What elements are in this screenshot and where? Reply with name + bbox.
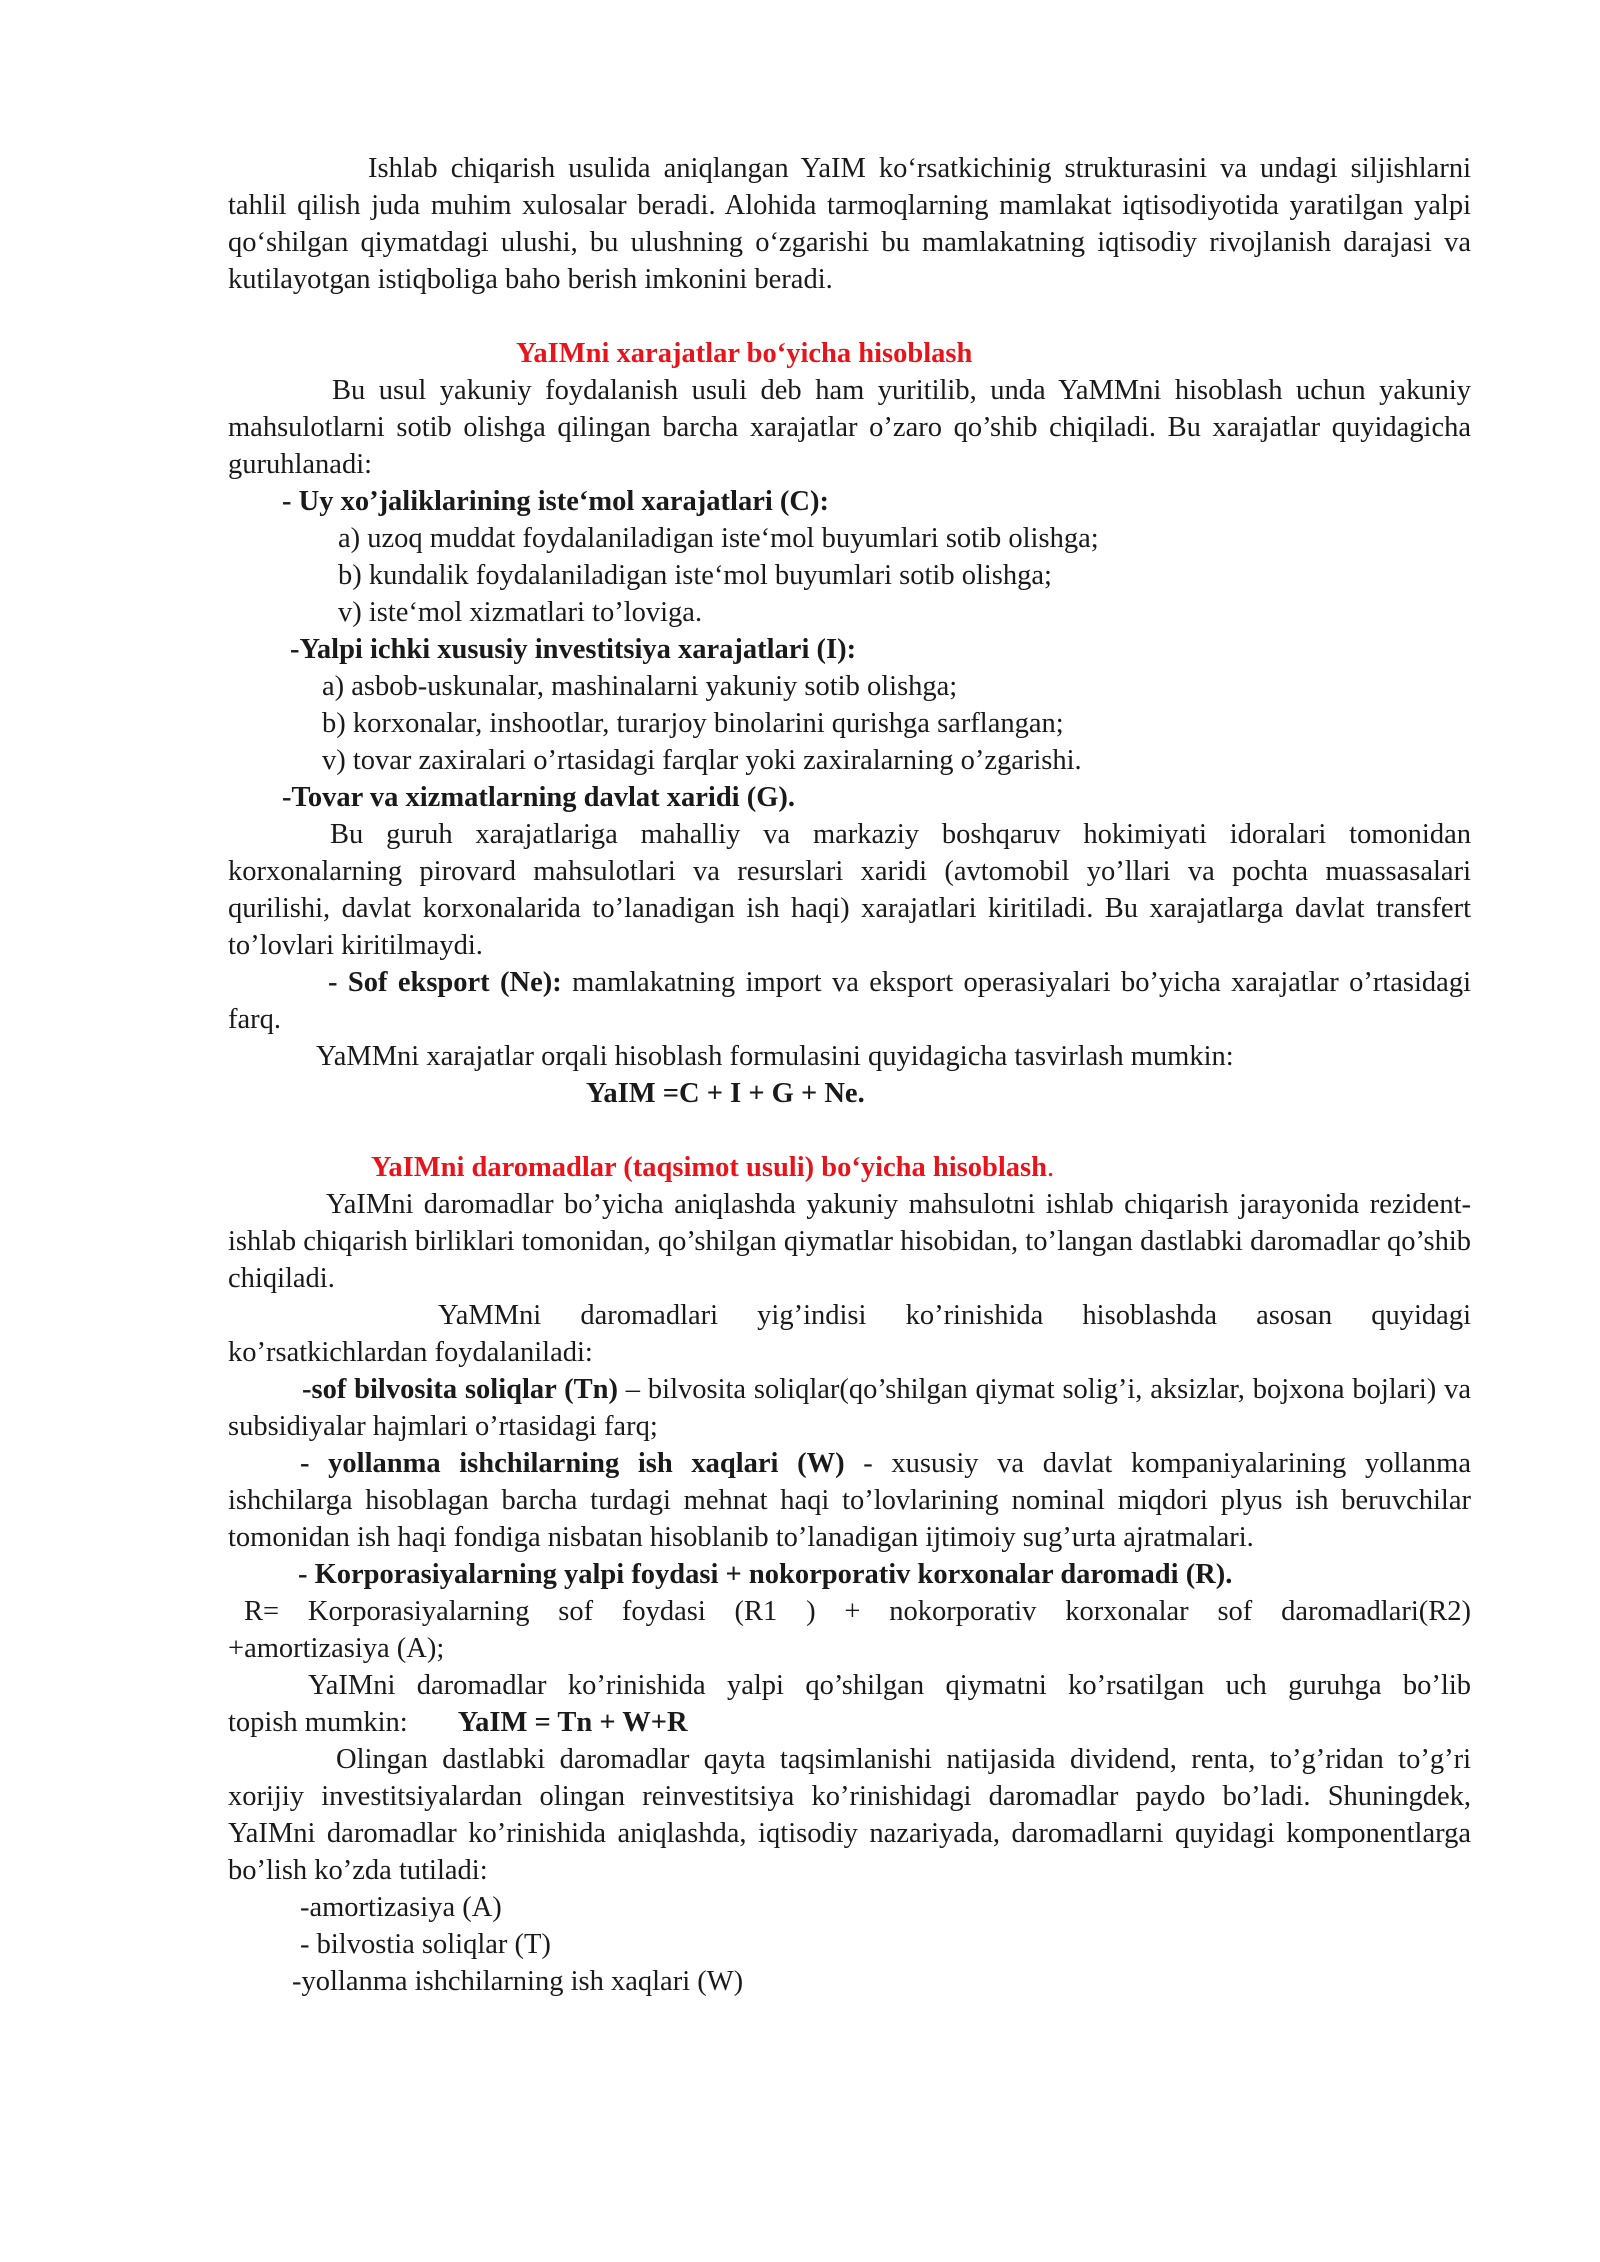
- net-export-paragraph: [228, 964, 1471, 1038]
- profits-formula-line: R= Korporasiyalarning sof foydasi (R1 ) + nokorporativ korxonalar sof daromadlari(R2): [244, 1596, 1471, 1627]
- income-heading-text: YaIMni daromadlar (taqsimot usuli) boʻyicha hisoblash: [371, 1152, 1047, 1183]
- income-formula: YaIM = Tn + W+R: [457, 1707, 688, 1738]
- income-formula-line: [228, 1704, 1471, 1741]
- component-item: -yollanma ishchilarning ish xaqlari (W): [292, 1966, 744, 1997]
- section-heading-income: [228, 1149, 1471, 1186]
- net-indirect-taxes-title: -sof bilvosita soliqlar (Tn): [302, 1374, 618, 1405]
- formula-intro: YaMMni xarajatlar orqali hisoblash formulasini quyidagicha tasvirlash mumkin:: [316, 1041, 1234, 1072]
- document-page: [228, 150, 1471, 2000]
- expenditure-intro-paragraph: Bu usul yakuniy foydalanish usuli deb ham yuritilib, unda YaMMni hisoblash uchun yakuniy mahsulotlarni sotib olishga qilingan barcha xarajatlar o’zaro qo’shib chiqiladi. Bu xarajatlar quyidagicha guruhlanadi:: [228, 375, 1471, 480]
- wages-title: - yollanma ishchilarning ish xaqlari (W): [300, 1448, 845, 1479]
- income-heading-dot: .: [1046, 1152, 1055, 1183]
- income-components-intro: YaMMni daromadlari yig’indisi ko’rinishida hisoblashda asosan quyidagi ko’rsatkichlardan foydalaniladi:: [228, 1300, 1471, 1368]
- investment-item: b) korxonalar, inshootlar, turarjoy binolarini qurishga sarflangan;: [322, 708, 1064, 739]
- intro-paragraph: Ishlab chiqarish usulida aniqlangan YaIM koʻrsatkichinig strukturasini va undagi siljishlarni tahlil qilish juda muhim xulosalar beradi. Alohida tarmoqlarning mamlakat iqtisodiyotida yaratilgan yalpi qoʻshilgan qiymatdagi ulushi, bu ulushning oʻzgarishi bu mamlakatning iqtisodiy rivojlanish darajasi va kutilayotgan istiqboliga baho berish imkonini beradi.: [228, 153, 1471, 295]
- net-export-title: - Sof eksport (Ne):: [328, 967, 562, 998]
- investment-item: v) tovar zaxiralari o’rtasidagi farqlar yoki zaxiralarning o’zgarishi.: [322, 745, 1082, 776]
- redistribution-paragraph: Olingan dastlabki daromadlar qayta taqsimlanishi natijasida dividend, renta, to’g’ridan to’g’ri xorijiy investitsiyalardan olingan reinvestitsiya ko’rinishidagi daromadlar paydo bo’ladi. Shuningdek, YaIMni daromadlar ko’rinishida aniqlashda, iqtisodiy nazariyada, daromadlarni quyidagi komponentlarga bo’lish ko’zda tutiladi:: [228, 1744, 1471, 1886]
- net-indirect-taxes-text: – bilvosita soliqlar(qo’shilgan qiymat solig’i, aksizlar, bojxona bojlari) va subsidiyalar hajmlari o’rtasidagi farq;: [228, 1374, 1471, 1442]
- net-indirect-taxes-paragraph: [228, 1371, 1471, 1445]
- component-item: - bilvostia soliqlar (T): [300, 1929, 551, 1960]
- expenditure-formula: YaIM =C + I + G + Ne.: [586, 1078, 865, 1109]
- section-heading-expenditure: YaIMni xarajatlar boʻyicha hisoblash: [516, 338, 973, 369]
- consumption-item: v) isteʻmol xizmatlari to’loviga.: [338, 597, 703, 628]
- spacer: [228, 1112, 1471, 1149]
- government-paragraph: Bu guruh xarajatlariga mahalliy va markaziy boshqaruv hokimiyati idoralari tomonidan korxonalarning pirovard mahsulotlari va resurslari xaridi (avtomobil yo’llari va pochta muassasalari qurilishi, davlat korxonalarida to’lanadigan ish haqi) xarajatlari kiritiladi. Bu xarajatlarga davlat transfert to’lovlari kiritilmaydi.: [228, 819, 1471, 961]
- profits-title: - Korporasiyalarning yalpi foydasi + nokorporativ korxonalar daromadi (R).: [298, 1559, 1233, 1590]
- consumption-item: b) kundalik foydalaniladigan isteʻmol buyumlari sotib olishga;: [338, 560, 1052, 591]
- consumption-title: - Uy xo’jaliklarining isteʻmol xarajatlari (C):: [282, 486, 829, 517]
- income-formula-lead: topish mumkin:: [228, 1707, 408, 1738]
- consumption-item: a) uzoq muddat foydalaniladigan isteʻmol buyumlari sotib olishga;: [338, 523, 1099, 554]
- government-title: -Tovar va xizmatlarning davlat xaridi (G).: [282, 782, 795, 813]
- net-export-text: mamlakatning import va eksport operasiyalari bo’yicha xarajatlar o’rtasidagi farq.: [228, 967, 1471, 1035]
- investment-item: a) asbob-uskunalar, mashinalarni yakuniy sotib olishga;: [322, 671, 958, 702]
- income-intro-paragraph: YaIMni daromadlar bo’yicha aniqlashda yakuniy mahsulotni ishlab chiqarish jarayonida rezident-ishlab chiqarish birliklari tomonidan, qo’shilgan qiymatlar hisobidan, to’langan dastlabki daromadlar qo’shib chiqiladi.: [228, 1189, 1471, 1294]
- wages-text: - xususiy va davlat kompaniyalarining yollanma ishchilarga hisoblagan barcha turdagi mehnat haqi to’lovlarining nominal miqdori plyus ish beruvchilar tomonidan ish haqi fondiga nisbatan hisoblanib to’lanadigan ijtimoiy sug’urta ajratmalari.: [228, 1448, 1471, 1553]
- component-item: -amortizasiya (A): [300, 1892, 502, 1923]
- spacer: [228, 298, 1471, 335]
- income-sum-paragraph: YaIMni daromadlar ko’rinishida yalpi qo’shilgan qiymatni ko’rsatilgan uch guruhga bo’lib: [308, 1670, 1471, 1701]
- wages-paragraph: [228, 1445, 1471, 1556]
- profits-formula-tail: +amortizasiya (A);: [228, 1633, 445, 1664]
- investment-title: -Yalpi ichki xususiy investitsiya xarajatlari (I):: [290, 634, 857, 665]
